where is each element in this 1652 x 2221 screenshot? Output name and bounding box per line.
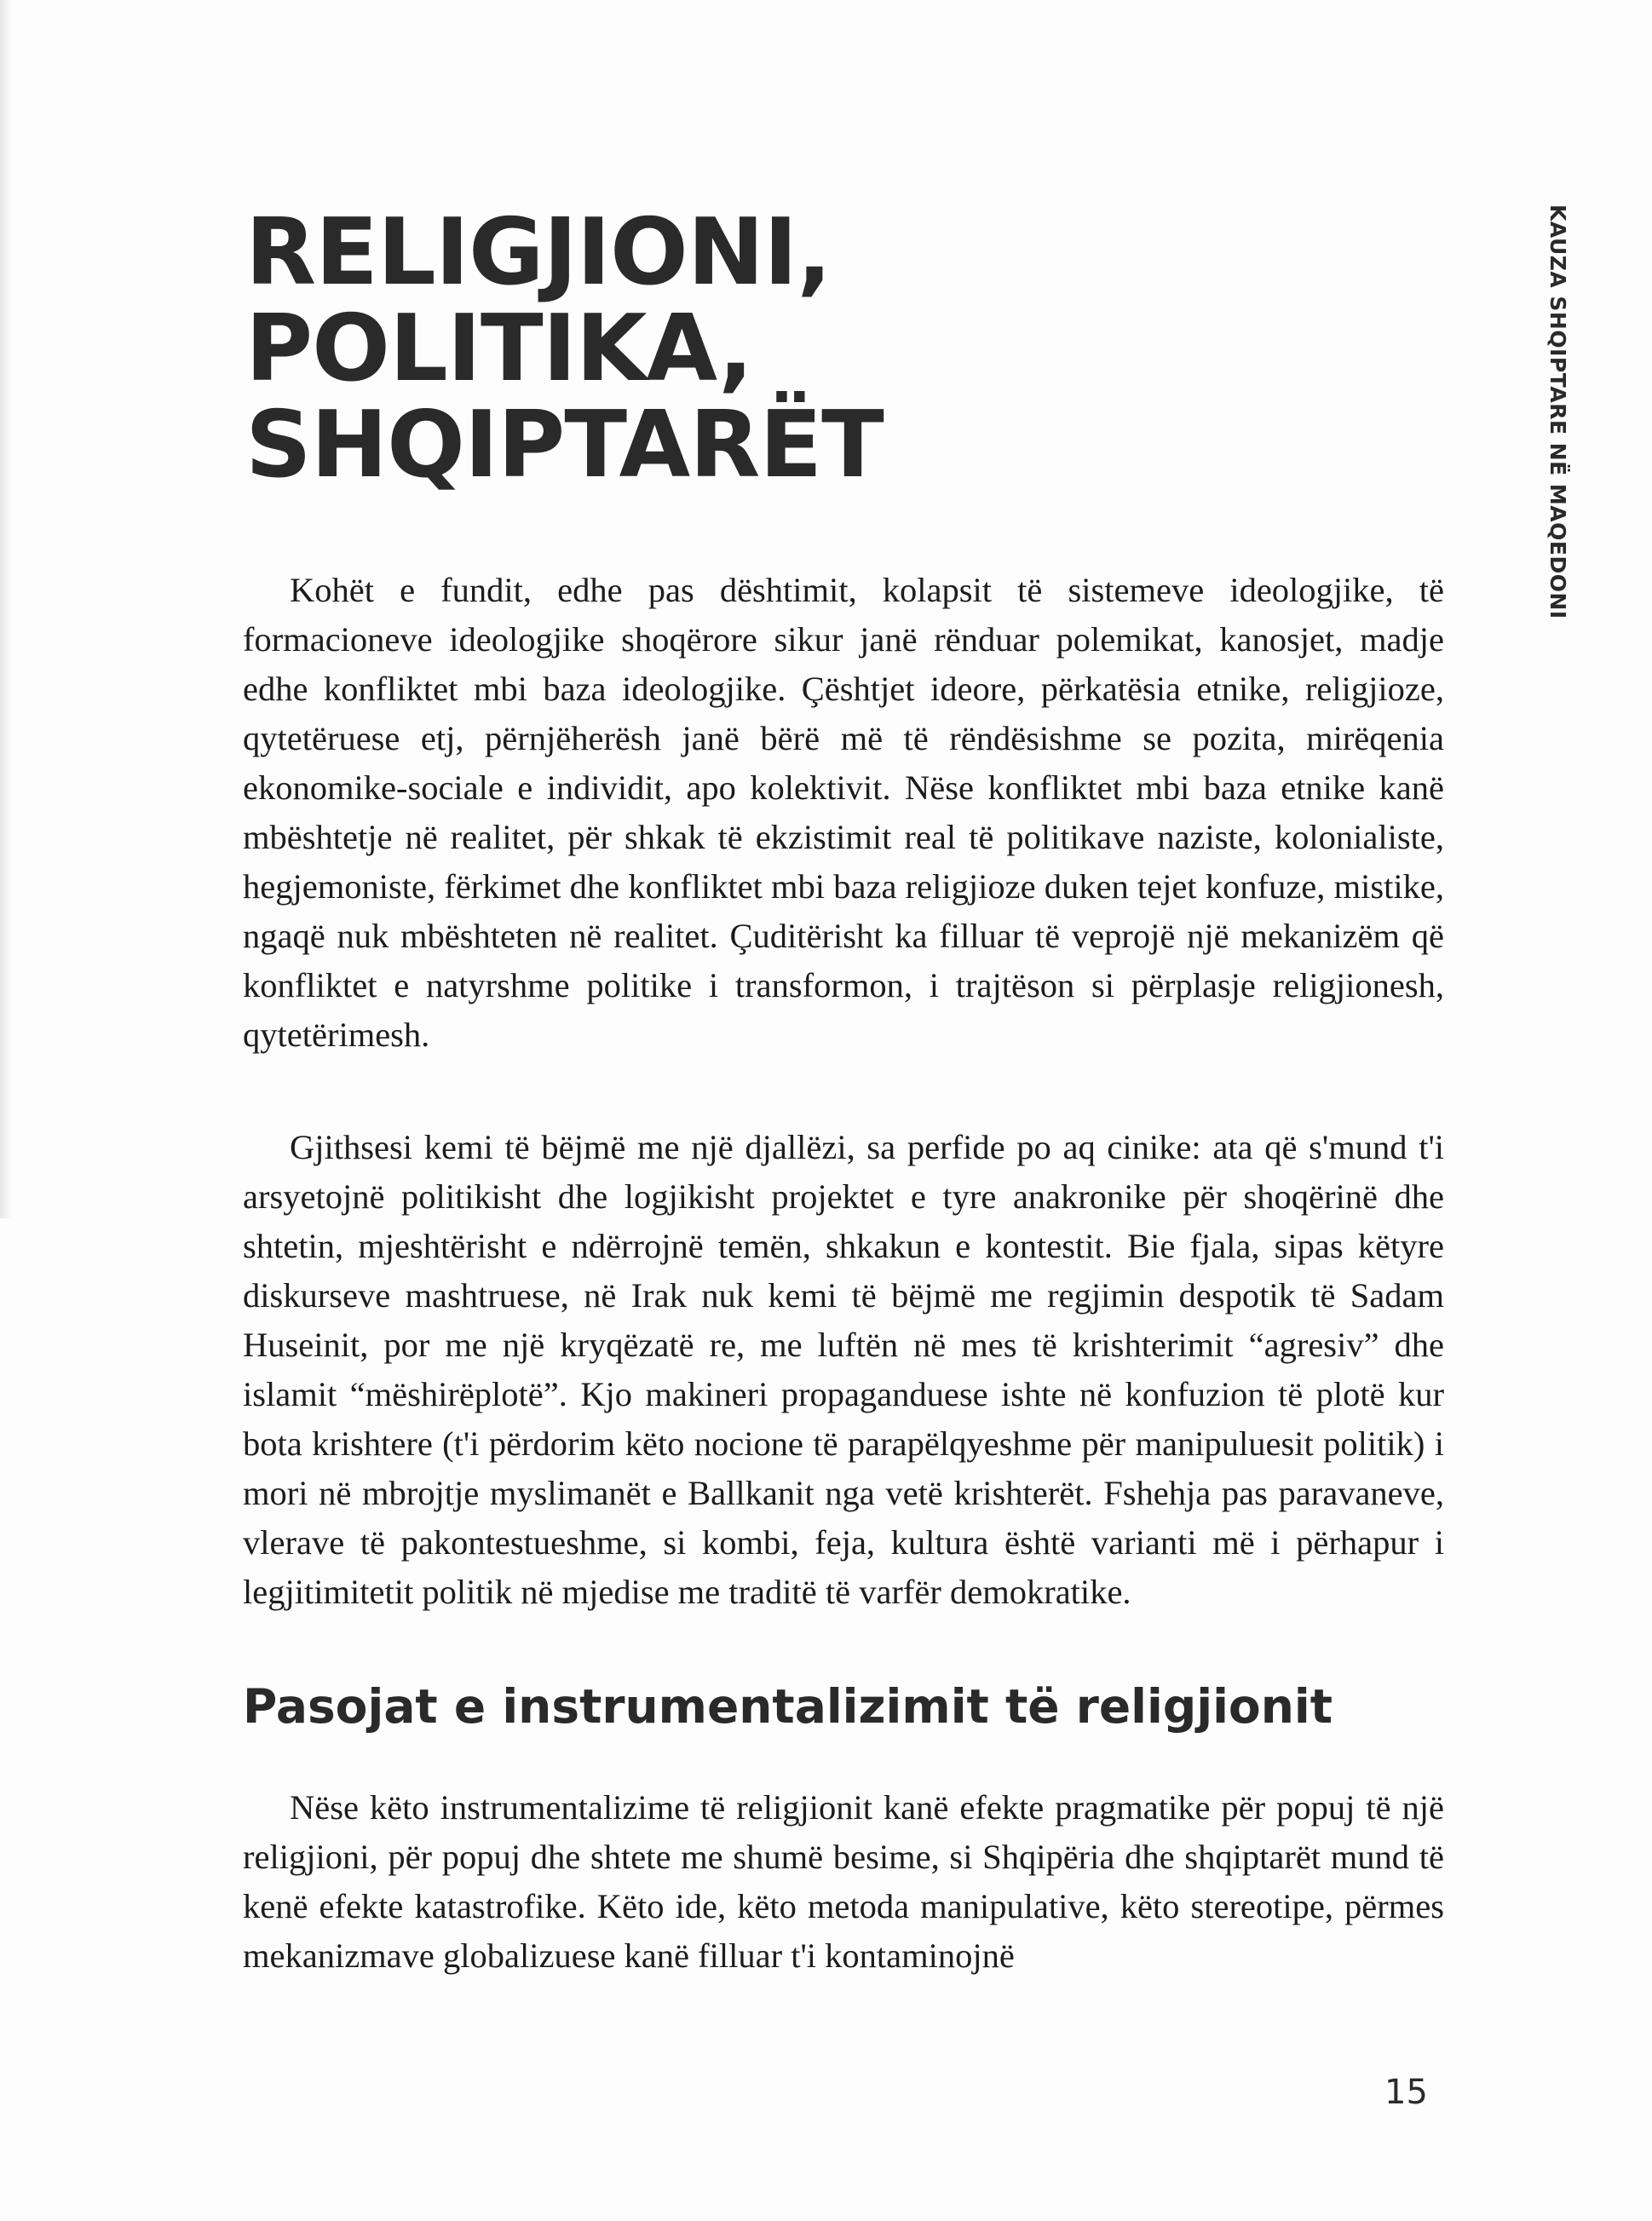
running-header-text: KAUZA SHQIPTARE NË MAQEDONI (1546, 204, 1570, 619)
title-line-3: SHQIPTARËT (245, 392, 884, 498)
body-paragraph-1: Kohët e fundit, edhe pas dështimit, kolapsit të sistemeve ideologjike, të formacioneve ideologjike shoqërore sikur janë rënduar polemikat, kanosjet, madje edhe konfliktet mbi baza ideologjike. Çështjet ideore, përkatësia etnike, religjioze, qytetëruese etj, përnjëherësh janë bërë më të rëndësishme se pozita, mirëqenia ekonomike-sociale e individit, apo kolektivit. Nëse konfliktet mbi baza etnike kanë mbështetje në realitet, për shkak të ekzistimit real të politikave naziste, kolonialiste, hegjemoniste, fërkimet dhe konfliktet mbi baza religjioze duken tejet konfuze, mistike, ngaqë nuk mbështeten në realitet. Çuditërisht ka filluar të veprojë një mekanizëm që konfliktet e natyrshme politike i transformon, i trajtëson si përplasje religjionesh, qytetërimesh. (243, 571, 1444, 1054)
title-line-2: POLITIKA, (245, 296, 753, 402)
section-heading: Pasojat e instrumentalizimit të religjionit (243, 1679, 1333, 1734)
section-paragraph: Nëse këto instrumentalizime të religjionit kanë efekte pragmatike për popuj të një religjioni, për popuj dhe shtete me shumë besime, si Shqipëria dhe shqiptarët mund të kenë efekte katastrofike. Këto ide, këto metoda manipulative, këto stereotipe, përmes mekanizmave globalizuese kanë filluar t'i kontaminojnë (243, 1788, 1444, 1975)
running-header (1529, 204, 1580, 682)
title-line-1: RELIGJIONI, (245, 199, 832, 306)
page-number: 15 (1384, 2073, 1428, 2112)
scan-shadow-edge (0, 0, 12, 1218)
chapter-title (245, 199, 1097, 498)
body-paragraph-2: Gjithsesi kemi të bëjmë me një djallëzi, sa perfide po aq cinike: ata që s'mund t'i arsyetojnë politikisht dhe logjikisht projektet e tyre anakronike për shoqërinë dhe shtetin, mjeshtërisht e ndërrojnë temën, shkakun e kontestit. Bie fjala, sipas këtyre diskurseve mashtruese, në Irak nuk kemi të bëjmë me regjimin despotik të Sadam Huseinit, por me një kryqëzatë re, me luftën në mes të krishterimit “agresiv” dhe islamit “mëshirëplotë”. Kjo makineri propaganduese ishte në konfuzion të plotë kur bota krishtere (t'i përdorim këto nocione të parapëlqyeshme për manipuluesit politik) i mori në mbrojtje myslimanët e Ballkanit nga vetë krishterët. Fshehja pas paravaneve, vlerave të pakontestueshme, si kombi, feja, kultura është varianti më i përhapur i legjitimitetit politik në mjedise me traditë të varfër demokratike. (243, 1128, 1444, 1611)
